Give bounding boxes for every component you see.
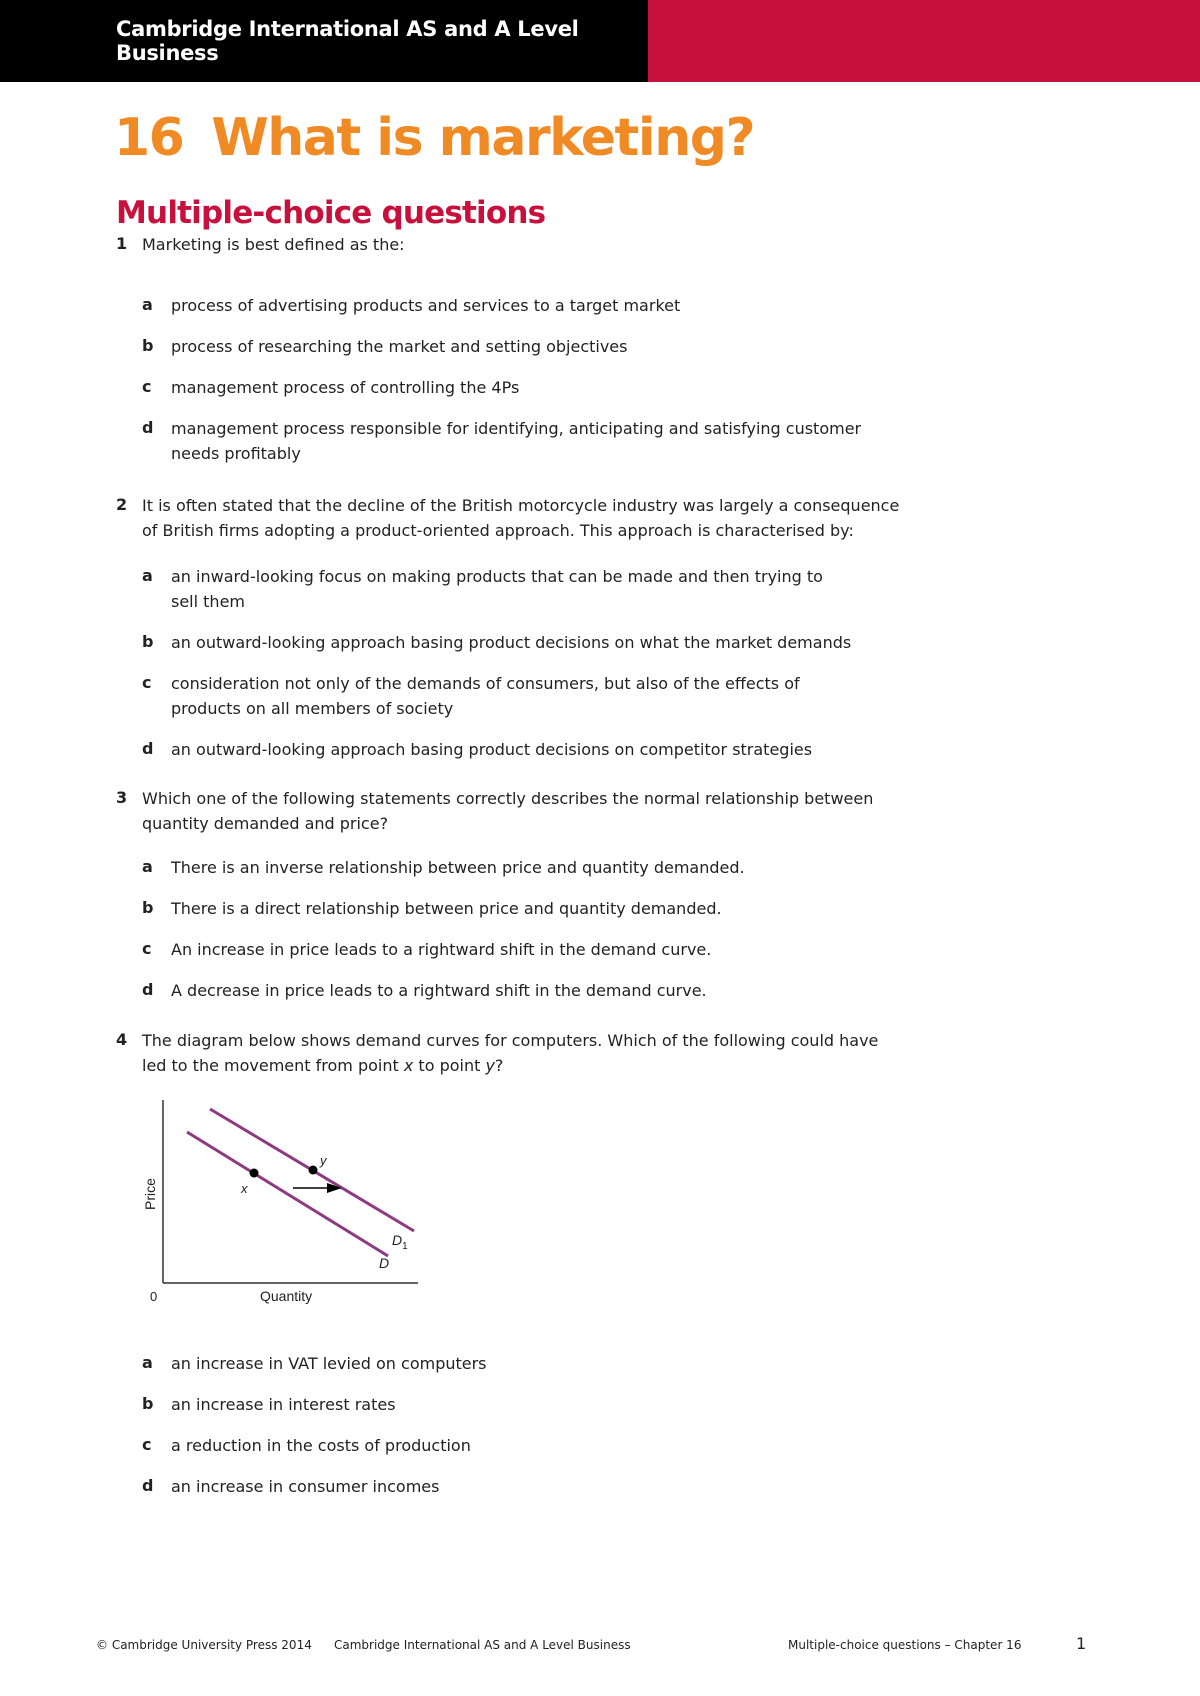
chapter-number: 16 [114,108,184,168]
option-text: process of researching the market and setting objectives [171,337,628,356]
option-text: an increase in VAT levied on computers [171,1354,487,1373]
origin-label: 0 [150,1289,158,1304]
header-title: Cambridge International AS and A Level Business [116,17,579,65]
curve-d1-label [392,1232,408,1252]
point-y-ref: y [485,1056,495,1075]
point-x-label: x [241,1181,248,1196]
option-text: an outward-looking approach basing product decisions on what the market demands [171,633,852,652]
section-title: Multiple-choice questions [116,195,546,231]
question-text-part: to point [413,1056,486,1075]
option-label: a [142,1353,153,1372]
question-number: 2 [116,495,128,514]
curve-d1-letter: D [392,1232,403,1248]
footer-copyright: © Cambridge University Press 2014 [96,1638,312,1652]
option-label: c [142,1435,152,1454]
point-y-marker [309,1166,318,1175]
option-text: There is an inverse relationship between price and quantity demanded. [171,858,745,877]
question-text: It is often stated that the decline of the British motorcycle industry was largely a consequence of British firms adopting a product-oriented approach. This approach is characterised by: [142,496,900,540]
page-number: 1 [1076,1634,1087,1653]
option-label: d [142,739,154,758]
option-text: consideration not only of the demands of consumers, but also of the effects of products on all members of society [171,674,800,718]
y-axis-label: Price [142,1178,158,1210]
chapter-heading [114,108,754,168]
curve-d-label: D [379,1255,390,1271]
option-label: c [142,377,152,396]
point-y-label: y [320,1153,327,1168]
option-label: d [142,1476,154,1495]
option-label: d [142,418,154,437]
option-label: c [142,939,152,958]
header-band-left [0,0,648,82]
demand-diagram [130,1090,430,1310]
option-text: management process of controlling the 4Ps [171,378,520,397]
point-x-marker [250,1169,259,1178]
question-text: Which one of the following statements correctly describes the normal relationship between quantity demanded and price? [142,789,874,833]
question-number: 4 [116,1030,128,1049]
option-label: b [142,1394,154,1413]
footer-chapter-ref: Multiple-choice questions – Chapter 16 [788,1638,1022,1652]
question-number: 3 [116,788,128,807]
point-x-ref: x [403,1056,414,1075]
option-text: An increase in price leads to a rightward shift in the demand curve. [171,940,712,959]
option-text: A decrease in price leads to a rightward shift in the demand curve. [171,981,707,1000]
question-text-part: ? [494,1056,504,1075]
chapter-title: What is marketing? [211,108,755,168]
question-number: 1 [116,234,128,253]
demand-curve-d [187,1132,388,1256]
option-label: b [142,336,154,355]
option-text: management process responsible for identifying, anticipating and satisfying customer needs profitably [171,419,862,463]
option-label: d [142,980,154,999]
option-label: c [142,673,152,692]
option-text: an outward-looking approach basing product decisions on competitor strategies [171,740,813,759]
option-label: a [142,857,153,876]
option-label: a [142,295,153,314]
footer-book-title: Cambridge International AS and A Level Business [334,1638,631,1652]
option-label: a [142,566,153,585]
option-text: an inward-looking focus on making products that can be made and then trying to sell them [171,567,823,611]
option-label: b [142,898,154,917]
option-text: process of advertising products and services to a target market [171,296,681,315]
option-text: There is a direct relationship between price and quantity demanded. [171,899,722,918]
option-label: b [142,632,154,651]
question-text [142,1028,902,1078]
header-band-right [648,0,1200,82]
question-text-part: The diagram below shows demand curves for computers. Which of the following could have led to the movement from point [142,1031,879,1075]
curve-d1-subscript: 1 [402,1241,408,1252]
question-text: Marketing is best defined as the: [142,235,405,254]
option-text: an increase in consumer incomes [171,1477,440,1496]
option-text: a reduction in the costs of production [171,1436,471,1455]
option-text: an increase in interest rates [171,1395,396,1414]
x-axis-label: Quantity [260,1288,313,1304]
